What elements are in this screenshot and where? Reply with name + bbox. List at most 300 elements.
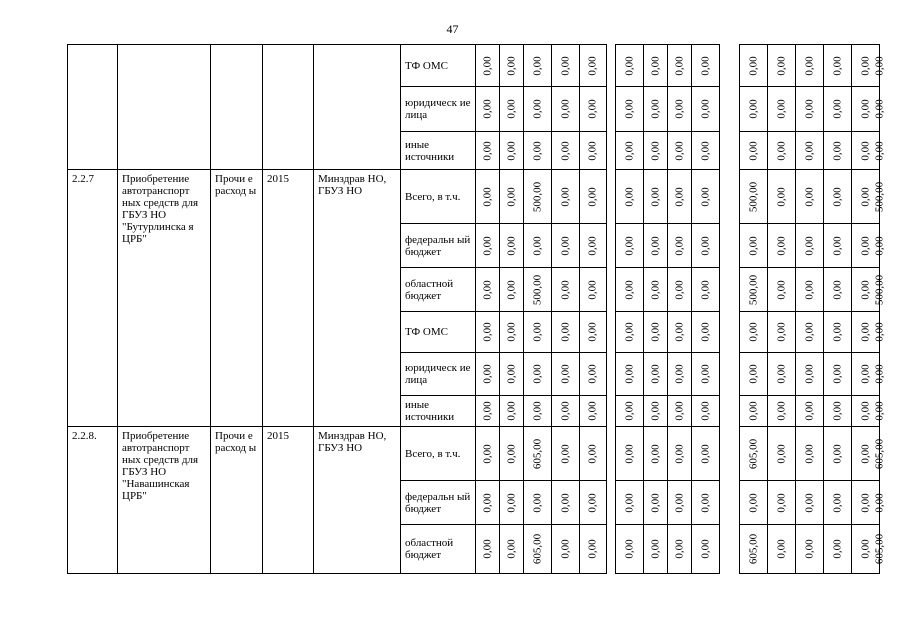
value-cell (796, 312, 824, 353)
value-text: 0,00 (481, 235, 493, 256)
value-cell (552, 353, 580, 396)
value-text: 0,00 (859, 401, 871, 421)
value-cell (796, 87, 824, 132)
value-text: 0,00 (623, 443, 635, 464)
value-text: 0,00 (559, 140, 571, 161)
value-cell (552, 481, 580, 525)
value-cell (824, 132, 852, 170)
column-spacer (607, 87, 616, 132)
value-cell (644, 525, 668, 574)
value-text: 0,00 (559, 322, 571, 342)
value-cell (796, 353, 824, 396)
value-text: 0,00 (747, 140, 759, 161)
value-cell (500, 132, 524, 170)
value-cell (580, 170, 607, 224)
value-text: 0,00 (831, 322, 843, 342)
value-cell (796, 525, 824, 574)
value-text: 0,00 (775, 364, 787, 384)
value-cell (500, 353, 524, 396)
funding-source: юридическ ие лица (401, 87, 476, 132)
value-cell (552, 132, 580, 170)
value-text: 0,00 (531, 235, 543, 256)
value-cell (824, 427, 852, 481)
column-spacer (720, 132, 740, 170)
value-text: 0,00 (859, 235, 871, 256)
value-cell (580, 268, 607, 312)
value-cell (476, 45, 500, 87)
value-text: 0,00 (586, 99, 599, 119)
value-cell (524, 312, 552, 353)
value-text: 0,00 (481, 401, 493, 421)
value-text: 0,00 (803, 235, 815, 256)
value-text: 0,00 (673, 443, 685, 464)
value-cell (768, 525, 796, 574)
table-row (68, 45, 880, 87)
value-cell (692, 525, 720, 574)
value-text: 0,00 (673, 99, 685, 119)
value-text: 0,00 (673, 492, 685, 513)
value-cell (668, 170, 692, 224)
value-cell (500, 268, 524, 312)
table-row (68, 427, 880, 481)
value-text: 605,00 (873, 438, 886, 469)
value-cell (524, 268, 552, 312)
value-text: 0,00 (747, 55, 759, 76)
value-cell (824, 268, 852, 312)
value-cell (644, 170, 668, 224)
value-cell (500, 481, 524, 525)
value-cell (552, 427, 580, 481)
value-text: 0,00 (831, 443, 843, 464)
column-spacer (720, 170, 740, 224)
value-cell (500, 87, 524, 132)
value-cell (476, 312, 500, 353)
value-text: 0,00 (873, 322, 886, 342)
value-cell (692, 481, 720, 525)
funding-source: федеральн ый бюджет (401, 481, 476, 525)
value-text: 0,00 (623, 401, 635, 421)
value-cell (524, 481, 552, 525)
item-year: 2015 (263, 427, 314, 574)
value-cell (524, 396, 552, 427)
value-cell (824, 45, 852, 87)
value-text: 0,00 (623, 492, 635, 513)
value-text: 0,00 (831, 55, 843, 76)
column-spacer (720, 396, 740, 427)
item-id: 2.2.7 (68, 170, 118, 427)
value-text: 0,00 (649, 235, 661, 256)
funding-source: Всего, в т.ч. (401, 427, 476, 481)
value-cell (616, 224, 644, 268)
value-cell (500, 525, 524, 574)
value-cell (500, 45, 524, 87)
value-cell (692, 224, 720, 268)
value-text: 0,00 (873, 140, 886, 161)
value-cell (768, 396, 796, 427)
value-text: 0,00 (505, 186, 517, 207)
value-cell (768, 132, 796, 170)
table-row (68, 170, 880, 224)
value-cell (616, 396, 644, 427)
value-text: 0,00 (673, 322, 685, 342)
value-text: 0,00 (623, 322, 635, 342)
expense-type-cell (211, 45, 263, 170)
value-text: 0,00 (481, 364, 493, 384)
funding-source: ТФ ОМС (401, 45, 476, 87)
value-cell (740, 396, 768, 427)
value-cell (476, 396, 500, 427)
value-text: 0,00 (673, 55, 685, 76)
value-cell (644, 132, 668, 170)
value-cell (796, 224, 824, 268)
value-text: 0,00 (873, 99, 886, 119)
value-cell (644, 312, 668, 353)
value-cell (796, 481, 824, 525)
budget-table (67, 44, 886, 574)
value-cell (552, 396, 580, 427)
value-text: 0,00 (531, 364, 543, 384)
value-text: 605,00 (531, 438, 543, 469)
value-cell (500, 312, 524, 353)
column-spacer (720, 268, 740, 312)
value-text: 0,00 (747, 99, 759, 119)
value-text: 0,00 (803, 401, 815, 421)
value-cell (824, 170, 852, 224)
value-text: 0,00 (831, 364, 843, 384)
value-cell (668, 224, 692, 268)
value-cell (524, 45, 552, 87)
column-spacer (720, 525, 740, 574)
value-cell (692, 132, 720, 170)
item-id: 2.2.8. (68, 427, 118, 574)
value-text: 0,00 (586, 364, 599, 384)
value-text: 0,00 (586, 55, 599, 76)
value-text: 0,00 (623, 186, 635, 207)
expense-type: Прочи е расход ы (211, 427, 263, 574)
value-cell (796, 45, 824, 87)
value-text: 0,00 (481, 279, 493, 300)
value-cell (500, 396, 524, 427)
value-cell (740, 170, 768, 224)
value-cell (580, 353, 607, 396)
value-cell (616, 481, 644, 525)
value-text: 0,00 (559, 186, 571, 207)
value-cell (552, 525, 580, 574)
value-text: 0,00 (623, 279, 635, 300)
column-spacer (720, 312, 740, 353)
value-text: 0,00 (649, 443, 661, 464)
funding-source: иные источники (401, 396, 476, 427)
value-cell (740, 312, 768, 353)
value-cell (580, 312, 607, 353)
value-text: 500,00 (531, 181, 543, 212)
value-text: 0,00 (559, 99, 571, 119)
value-cell (644, 45, 668, 87)
column-spacer (607, 312, 616, 353)
value-text: 605,00 (873, 533, 886, 565)
value-cell (476, 87, 500, 132)
value-cell (692, 396, 720, 427)
value-text: 0,00 (531, 99, 543, 119)
value-text: 0,00 (775, 235, 787, 256)
value-text: 0,00 (559, 364, 571, 384)
value-cell (668, 396, 692, 427)
value-text: 0,00 (649, 539, 661, 559)
value-text: 0,00 (505, 279, 517, 300)
value-cell (768, 427, 796, 481)
value-text: 0,00 (699, 364, 711, 384)
value-cell (824, 312, 852, 353)
expense-type: Прочи е расход ы (211, 170, 263, 427)
value-cell (552, 268, 580, 312)
value-cell (692, 312, 720, 353)
value-text: 0,00 (481, 322, 493, 342)
page-number: 47 (446, 22, 459, 36)
value-cell (580, 87, 607, 132)
value-cell (616, 87, 644, 132)
value-text: 0,00 (586, 186, 599, 207)
value-text: 0,00 (775, 55, 787, 76)
value-text: 0,00 (623, 235, 635, 256)
value-cell (668, 353, 692, 396)
value-cell (616, 427, 644, 481)
value-text: 0,00 (505, 55, 517, 76)
value-text: 0,00 (699, 55, 711, 76)
value-text: 605,00 (747, 533, 759, 565)
value-text: 0,00 (586, 443, 599, 464)
value-cell (476, 427, 500, 481)
value-text: 0,00 (505, 140, 517, 161)
value-text: 0,00 (831, 401, 843, 421)
value-cell (668, 525, 692, 574)
value-cell (668, 87, 692, 132)
value-cell (796, 268, 824, 312)
value-text: 0,00 (673, 140, 685, 161)
value-text: 0,00 (673, 235, 685, 256)
value-cell (740, 87, 768, 132)
value-cell (768, 45, 796, 87)
value-text: 0,00 (505, 492, 517, 513)
value-text: 0,00 (673, 401, 685, 421)
value-text: 0,00 (775, 492, 787, 513)
value-text: 0,00 (649, 401, 661, 421)
column-spacer (607, 268, 616, 312)
value-cell (500, 224, 524, 268)
value-text: 0,00 (873, 492, 886, 513)
value-text: 500,00 (873, 181, 886, 212)
value-cell (740, 224, 768, 268)
value-text: 0,00 (586, 492, 599, 513)
value-text: 0,00 (623, 364, 635, 384)
column-spacer (720, 353, 740, 396)
value-cell (524, 132, 552, 170)
value-text: 0,00 (803, 99, 815, 119)
value-text: 0,00 (559, 235, 571, 256)
value-text: 0,00 (859, 55, 871, 76)
value-cell (524, 525, 552, 574)
value-text: 500,00 (873, 274, 886, 305)
value-text: 0,00 (803, 364, 815, 384)
value-text: 0,00 (505, 322, 517, 342)
value-text: 0,00 (699, 401, 711, 421)
value-text: 0,00 (699, 140, 711, 161)
value-cell (668, 45, 692, 87)
value-cell (476, 481, 500, 525)
funding-source: иные источники (401, 132, 476, 170)
value-text: 0,00 (649, 322, 661, 342)
value-cell (644, 353, 668, 396)
item-executor: Минздрав НО, ГБУЗ НО (314, 170, 401, 427)
value-text: 0,00 (831, 186, 843, 207)
value-cell (668, 427, 692, 481)
value-text: 0,00 (623, 55, 635, 76)
value-text: 0,00 (623, 539, 635, 559)
value-cell (692, 427, 720, 481)
value-cell (824, 525, 852, 574)
value-text: 0,00 (586, 539, 599, 559)
value-cell (616, 45, 644, 87)
value-cell (580, 132, 607, 170)
value-text: 0,00 (559, 401, 571, 421)
column-spacer (607, 132, 616, 170)
value-text: 0,00 (481, 55, 493, 76)
value-text: 0,00 (559, 443, 571, 464)
value-cell (740, 45, 768, 87)
value-text: 0,00 (649, 186, 661, 207)
value-cell (616, 170, 644, 224)
funding-source: юридическ ие лица (401, 353, 476, 396)
value-text: 0,00 (803, 140, 815, 161)
value-text: 0,00 (505, 235, 517, 256)
value-text: 0,00 (586, 322, 599, 342)
value-text: 0,00 (803, 539, 815, 559)
value-cell (616, 132, 644, 170)
value-text: 0,00 (803, 322, 815, 342)
value-cell (476, 268, 500, 312)
value-cell (692, 45, 720, 87)
value-cell (552, 224, 580, 268)
value-cell (616, 312, 644, 353)
value-text: 0,00 (559, 55, 571, 76)
value-cell (524, 87, 552, 132)
value-cell (580, 396, 607, 427)
value-cell (796, 427, 824, 481)
value-text: 0,00 (775, 186, 787, 207)
value-text: 0,00 (775, 539, 787, 559)
value-text: 0,00 (775, 322, 787, 342)
value-text: 0,00 (859, 279, 871, 300)
value-cell (500, 427, 524, 481)
value-text: 0,00 (859, 99, 871, 119)
value-text: 0,00 (699, 235, 711, 256)
value-cell (824, 87, 852, 132)
funding-source: областной бюджет (401, 525, 476, 574)
value-cell (824, 481, 852, 525)
value-cell (552, 170, 580, 224)
value-cell (524, 353, 552, 396)
table-body (68, 45, 886, 574)
value-cell (644, 396, 668, 427)
value-text: 0,00 (859, 539, 871, 559)
funding-source: федеральн ый бюджет (401, 224, 476, 268)
value-text: 0,00 (649, 140, 661, 161)
value-text: 0,00 (531, 401, 543, 421)
value-cell (644, 268, 668, 312)
value-text: 0,00 (831, 492, 843, 513)
value-cell (500, 170, 524, 224)
value-cell (476, 170, 500, 224)
column-spacer (720, 45, 740, 87)
funding-source: ТФ ОМС (401, 312, 476, 353)
value-text: 0,00 (859, 364, 871, 384)
value-text: 0,00 (481, 140, 493, 161)
item-name-cell (118, 45, 211, 170)
value-text: 0,00 (673, 186, 685, 207)
value-text: 0,00 (505, 99, 517, 119)
value-text: 500,00 (531, 274, 543, 305)
value-text: 0,00 (873, 55, 886, 76)
value-text: 0,00 (873, 364, 886, 384)
value-text: 0,00 (559, 279, 571, 300)
value-text: 0,00 (531, 140, 543, 161)
value-cell (768, 170, 796, 224)
value-text: 500,00 (747, 274, 759, 305)
value-text: 0,00 (699, 322, 711, 342)
value-cell (692, 170, 720, 224)
value-cell (524, 224, 552, 268)
value-cell (768, 224, 796, 268)
value-text: 0,00 (559, 492, 571, 513)
value-text: 0,00 (803, 186, 815, 207)
value-text: 605,00 (747, 438, 759, 469)
value-cell (796, 170, 824, 224)
value-cell (644, 224, 668, 268)
value-text: 0,00 (873, 235, 886, 256)
value-cell (644, 427, 668, 481)
value-cell (740, 353, 768, 396)
value-cell (552, 312, 580, 353)
value-text: 0,00 (699, 492, 711, 513)
value-cell (824, 396, 852, 427)
value-text: 0,00 (859, 140, 871, 161)
value-cell (644, 481, 668, 525)
value-text: 0,00 (649, 364, 661, 384)
value-text: 0,00 (673, 279, 685, 300)
value-text: 605,00 (531, 533, 543, 565)
value-text: 0,00 (747, 235, 759, 256)
value-text: 0,00 (859, 443, 871, 464)
value-text: 0,00 (505, 539, 517, 559)
value-cell (476, 224, 500, 268)
value-text: 0,00 (699, 186, 711, 207)
column-spacer (607, 396, 616, 427)
value-text: 0,00 (831, 235, 843, 256)
year-cell (263, 45, 314, 170)
value-cell (768, 353, 796, 396)
executor-cell (314, 45, 401, 170)
column-spacer (607, 170, 616, 224)
column-spacer (720, 427, 740, 481)
value-cell (524, 170, 552, 224)
column-spacer (607, 353, 616, 396)
value-text: 0,00 (649, 55, 661, 76)
value-text: 0,00 (673, 539, 685, 559)
value-text: 0,00 (831, 279, 843, 300)
value-text: 0,00 (481, 539, 493, 559)
value-cell (552, 87, 580, 132)
value-text: 0,00 (803, 279, 815, 300)
value-cell (768, 312, 796, 353)
